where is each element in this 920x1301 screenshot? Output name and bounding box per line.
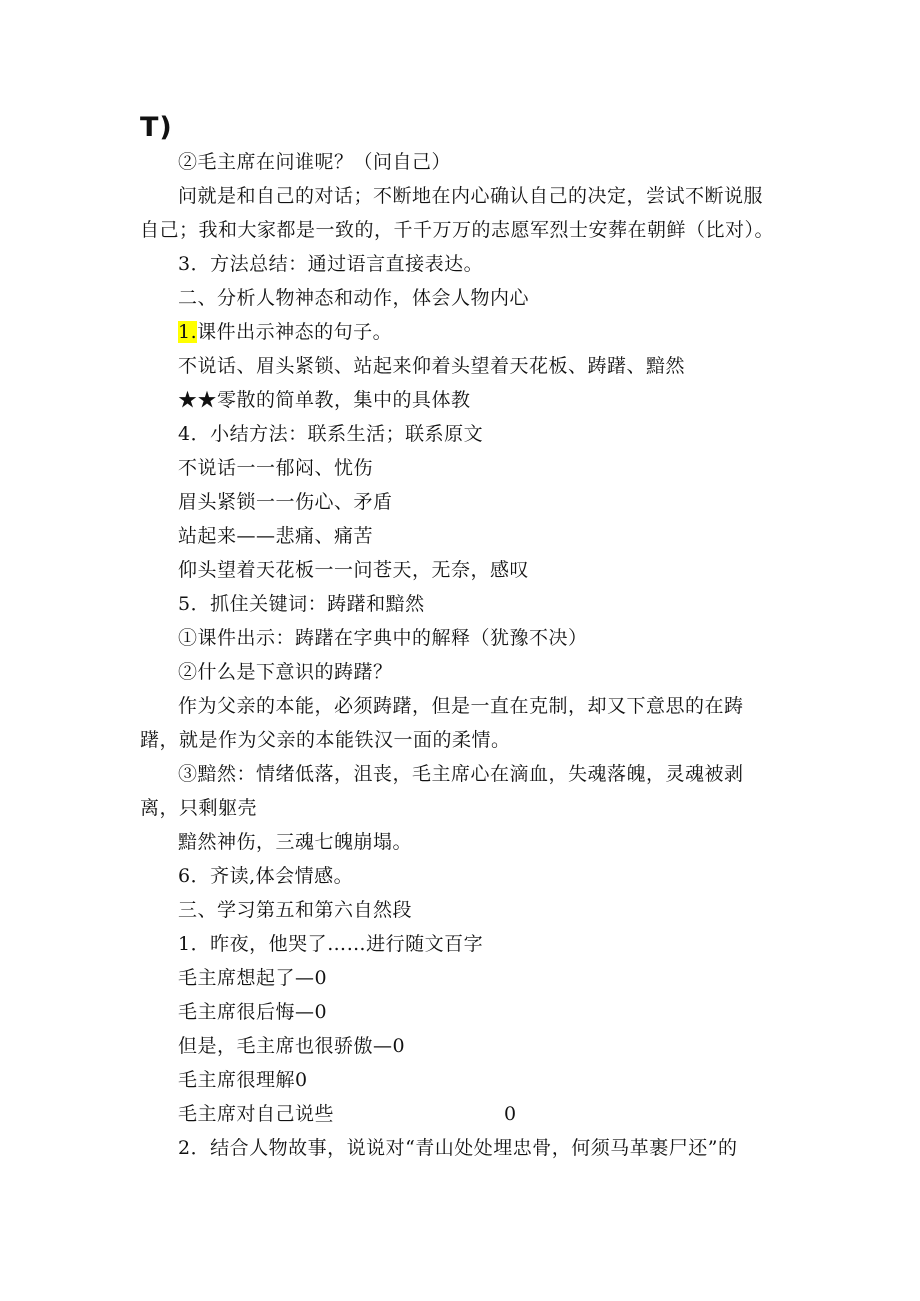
- line-expression-list: 不说话、眉头紧锁、站起来仰着头望着天花板、踌躇、黯然: [178, 355, 686, 377]
- line-keywords: 5．抓住关键词：踌躇和黯然: [178, 593, 425, 615]
- line-summary-method: 4．小结方法：联系生活；联系原文: [178, 423, 484, 445]
- section-heading-two: 二、分析人物神态和动作，体会人物内心: [178, 287, 530, 309]
- line-read-together: 6．齐读,体会情感。: [178, 865, 354, 887]
- line-stand-up: 站起来——悲痛、痛苦: [178, 525, 374, 547]
- line-gloomy-3: 黯然神伤，三魂七魄崩塌。: [178, 831, 413, 853]
- line-teaching-tip: ★★零散的简单教，集中的具体教: [178, 389, 471, 411]
- line-subconscious: ②什么是下意识的踌躇？: [178, 661, 393, 683]
- line-last-night: 1．昨夜，他哭了……进行随文百字: [178, 933, 484, 955]
- line-dialogue-1: 问就是和自己的对话；不断地在内心确认自己的决定，尝试不断说服: [178, 185, 764, 207]
- trailing-zero: 0: [504, 1103, 517, 1125]
- line-dictionary: ①课件出示：踌躇在字典中的解释（犹豫不决）: [178, 627, 588, 649]
- section-heading-three: 三、学习第五和第六自然段: [178, 899, 413, 921]
- line-father-instinct-2: 躇，就是作为父亲的本能铁汉一面的柔情。: [140, 729, 511, 751]
- line-poem-question: 2．结合人物故事，说说对“青山处处埋忠骨，何须马革裹尸还”的: [178, 1137, 738, 1159]
- line-courseware-expression: [178, 320, 392, 344]
- page-header: T): [140, 112, 173, 143]
- line-look-up: 仰头望着天花板一一问苍天，无奈，感叹: [178, 559, 530, 581]
- line-proud: 但是，毛主席也很骄傲—0: [178, 1035, 406, 1057]
- highlighted-number: 1.: [178, 321, 198, 343]
- line-dialogue-2: 自己；我和大家都是一致的，千千万万的志愿军烈士安葬在朝鲜（比对）。: [140, 219, 775, 241]
- line-regret: 毛主席很后悔—0: [178, 1001, 328, 1023]
- line-courseware-text: 课件出示神态的句子。: [197, 321, 393, 343]
- line-frown: 眉头紧锁一一伤心、矛盾: [178, 491, 393, 513]
- line-method-summary: 3．方法总结：通过语言直接表达。: [178, 253, 484, 275]
- line-gloomy-2: 离，只剩躯壳: [140, 797, 258, 819]
- line-question-who: ②毛主席在问谁呢？（问自己）: [178, 151, 452, 173]
- line-understand: 毛主席很理解0: [178, 1069, 308, 1091]
- line-said-to-self-text: 毛主席对自己说些: [178, 1103, 335, 1125]
- line-silent: 不说话一一郁闷、忧伤: [178, 457, 374, 479]
- line-gloomy-1: ③黯然：情绪低落，沮丧，毛主席心在滴血，失魂落魄，灵魂被剥: [178, 763, 744, 785]
- line-remembered: 毛主席想起了—0: [178, 967, 328, 989]
- line-said-to-self: [178, 1102, 517, 1126]
- line-father-instinct-1: 作为父亲的本能，必须踌躇，但是一直在克制，却又下意思的在踌: [178, 695, 744, 717]
